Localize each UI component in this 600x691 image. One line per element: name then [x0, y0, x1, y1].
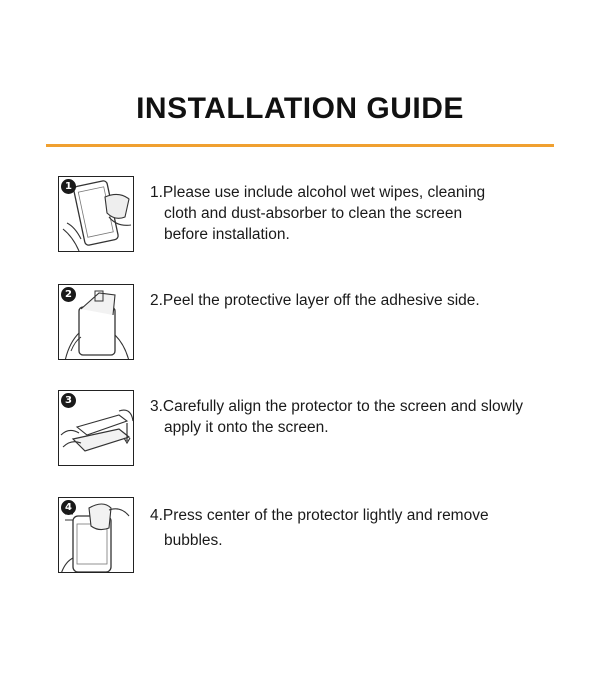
step-1-line-2: cloth and dust-absorber to clean the screen: [164, 205, 463, 222]
step-2-badge: 2: [61, 287, 76, 302]
step-1-badge: 1: [61, 179, 76, 194]
step-1-illustration: [58, 176, 134, 252]
step-4-badge: 4: [61, 500, 76, 515]
step-3-line-1: 3.Carefully align the protector to the screen and slowly: [150, 398, 524, 415]
step-1-line-3: before installation.: [164, 226, 290, 243]
title-divider: [46, 144, 554, 147]
step-1-line-1: 1.Please use include alcohol wet wipes, cleaning: [150, 184, 486, 201]
step-4-line-2: bubbles.: [164, 532, 223, 549]
step-3-line-2: apply it onto the screen.: [164, 419, 329, 436]
step-3-illustration: [58, 390, 134, 466]
step-4-illustration: [58, 497, 134, 573]
step-3-text: [150, 396, 570, 438]
step-4-text: [150, 503, 570, 553]
step-2-illustration: [58, 284, 134, 360]
step-2-line-1: 2.Peel the protective layer off the adhesive side.: [150, 292, 480, 309]
page-title: INSTALLATION GUIDE: [136, 92, 464, 125]
step-2-text: [150, 290, 570, 311]
step-4-line-1: 4.Press center of the protector lightly and remove: [150, 507, 489, 524]
step-3-badge: 3: [61, 393, 76, 408]
step-1-text: [150, 182, 570, 245]
